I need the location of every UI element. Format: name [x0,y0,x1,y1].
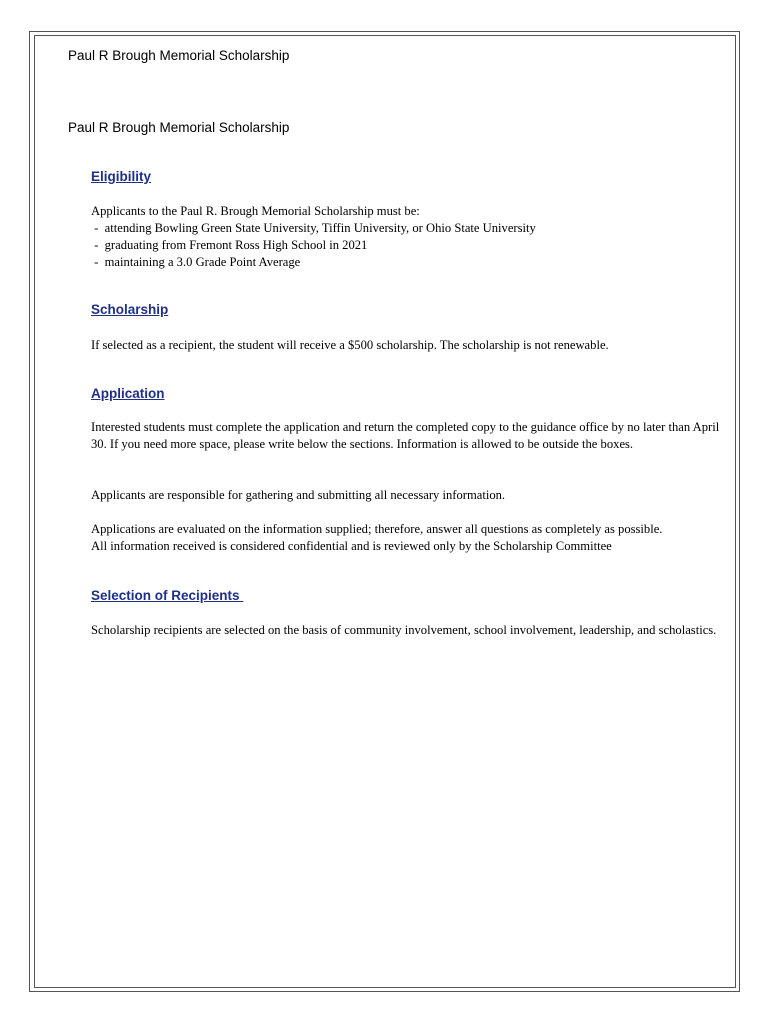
application-paragraph-3 [91,521,731,555]
application-paragraph-2: Applicants are responsible for gathering and submitting all necessary information. [91,488,506,502]
scholarship-heading: Scholarship [91,302,169,317]
form-title: Paul R Brough Memorial Scholarship [68,120,290,135]
application-paragraph-1: Interested students must complete the application and return the completed copy to the guidance office by no later than April 30. If you need more space, please write below the sections. Information is allowed to be outside the boxes. [91,420,720,451]
eligibility-body [91,203,731,271]
selection-heading: Selection of Recipients [91,588,244,603]
application-paragraph-3-line-1: Applications are evaluated on the information supplied; therefore, answer all questions as completely as possible. [91,522,663,536]
eligibility-item-graduation: - graduating from Fremont Ross High School in 2021 [91,238,368,252]
eligibility-item-gpa: - maintaining a 3.0 Grade Point Average [91,255,301,269]
page-header-title: Paul R Brough Memorial Scholarship [68,48,290,63]
scholarship-text: If selected as a recipient, the student will receive a $500 scholarship. The scholarship is not renewable. [91,338,609,352]
eligibility-intro: Applicants to the Paul R. Brough Memorial Scholarship must be: [91,204,420,218]
application-paragraph-3-line-2: All information received is considered confidential and is reviewed only by the Scholarship Committee [91,539,612,553]
eligibility-item-university: - attending Bowling Green State University, Tiffin University, or Ohio State University [91,221,536,235]
selection-text: Scholarship recipients are selected on the basis of community involvement, school involvement, leadership, and scholastics. [91,623,717,637]
application-heading: Application [91,386,165,401]
eligibility-heading: Eligibility [91,169,152,184]
